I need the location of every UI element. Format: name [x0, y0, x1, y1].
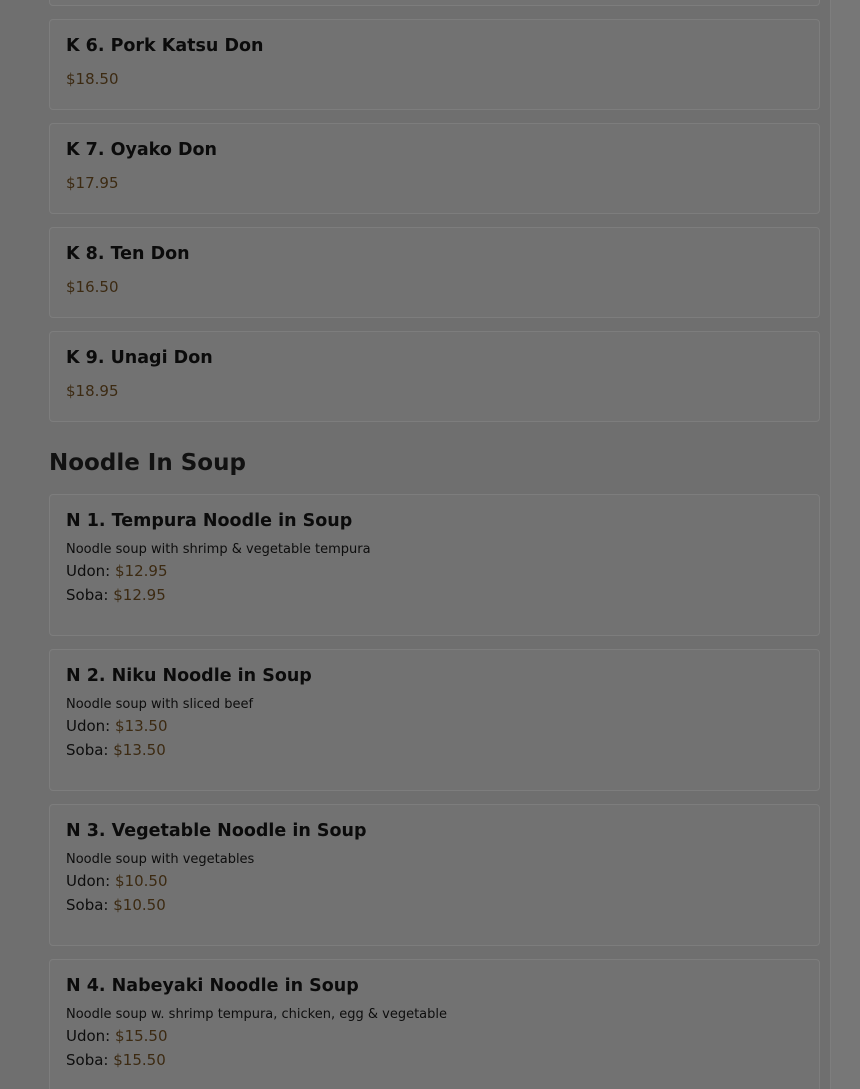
item-description: Noodle soup with vegetables — [66, 852, 255, 867]
item-name: K 8. Ten Don — [66, 244, 190, 264]
udon-price-row — [66, 1024, 803, 1048]
udon-label: Udon: — [66, 872, 111, 890]
item-price: $18.50 — [66, 70, 119, 88]
item-name: K 9. Unagi Don — [66, 348, 213, 368]
soba-price-row — [66, 738, 803, 762]
soba-price: $13.50 — [113, 741, 166, 759]
menu-item-card[interactable] — [49, 123, 820, 214]
menu-item-card[interactable] — [49, 19, 820, 110]
menu-content — [49, 0, 820, 1089]
item-price: $18.95 — [66, 382, 119, 400]
item-name: K 6. Pork Katsu Don — [66, 36, 264, 56]
section-heading: Noodle In Soup — [49, 450, 246, 476]
udon-price-row — [66, 714, 803, 738]
menu-item-card[interactable] — [49, 227, 820, 318]
soba-price-row — [66, 893, 803, 917]
udon-price: $13.50 — [115, 717, 168, 735]
soba-price: $12.95 — [113, 586, 166, 604]
udon-price-row — [66, 869, 803, 893]
scrollbar-track[interactable] — [830, 0, 860, 1089]
soba-label: Soba: — [66, 586, 109, 604]
menu-item-card[interactable] — [49, 959, 820, 1089]
soba-label: Soba: — [66, 741, 109, 759]
menu-item-card[interactable] — [49, 331, 820, 422]
item-name: N 3. Vegetable Noodle in Soup — [66, 821, 367, 841]
soba-price-row — [66, 1048, 803, 1072]
udon-label: Udon: — [66, 717, 111, 735]
menu-item-card[interactable] — [49, 649, 820, 791]
soba-label: Soba: — [66, 896, 109, 914]
item-name: N 1. Tempura Noodle in Soup — [66, 511, 353, 531]
udon-label: Udon: — [66, 562, 111, 580]
item-description: Noodle soup w. shrimp tempura, chicken, egg & vegetable — [66, 1007, 448, 1022]
soba-price: $10.50 — [113, 896, 166, 914]
udon-label: Udon: — [66, 1027, 111, 1045]
soba-price-row — [66, 583, 803, 607]
item-description: Noodle soup with shrimp & vegetable tempura — [66, 542, 371, 557]
item-name: N 2. Niku Noodle in Soup — [66, 666, 312, 686]
menu-item-card-partial[interactable] — [49, 0, 820, 6]
item-price: $17.95 — [66, 174, 119, 192]
item-description: Noodle soup with sliced beef — [66, 697, 254, 712]
menu-item-card[interactable] — [49, 494, 820, 636]
item-name: K 7. Oyako Don — [66, 140, 217, 160]
menu-item-card[interactable] — [49, 804, 820, 946]
soba-label: Soba: — [66, 1051, 109, 1069]
soba-price: $15.50 — [113, 1051, 166, 1069]
udon-price: $12.95 — [115, 562, 168, 580]
udon-price-row — [66, 559, 803, 583]
item-name: N 4. Nabeyaki Noodle in Soup — [66, 976, 359, 996]
item-price: $16.50 — [66, 278, 119, 296]
udon-price: $10.50 — [115, 872, 168, 890]
udon-price: $15.50 — [115, 1027, 168, 1045]
